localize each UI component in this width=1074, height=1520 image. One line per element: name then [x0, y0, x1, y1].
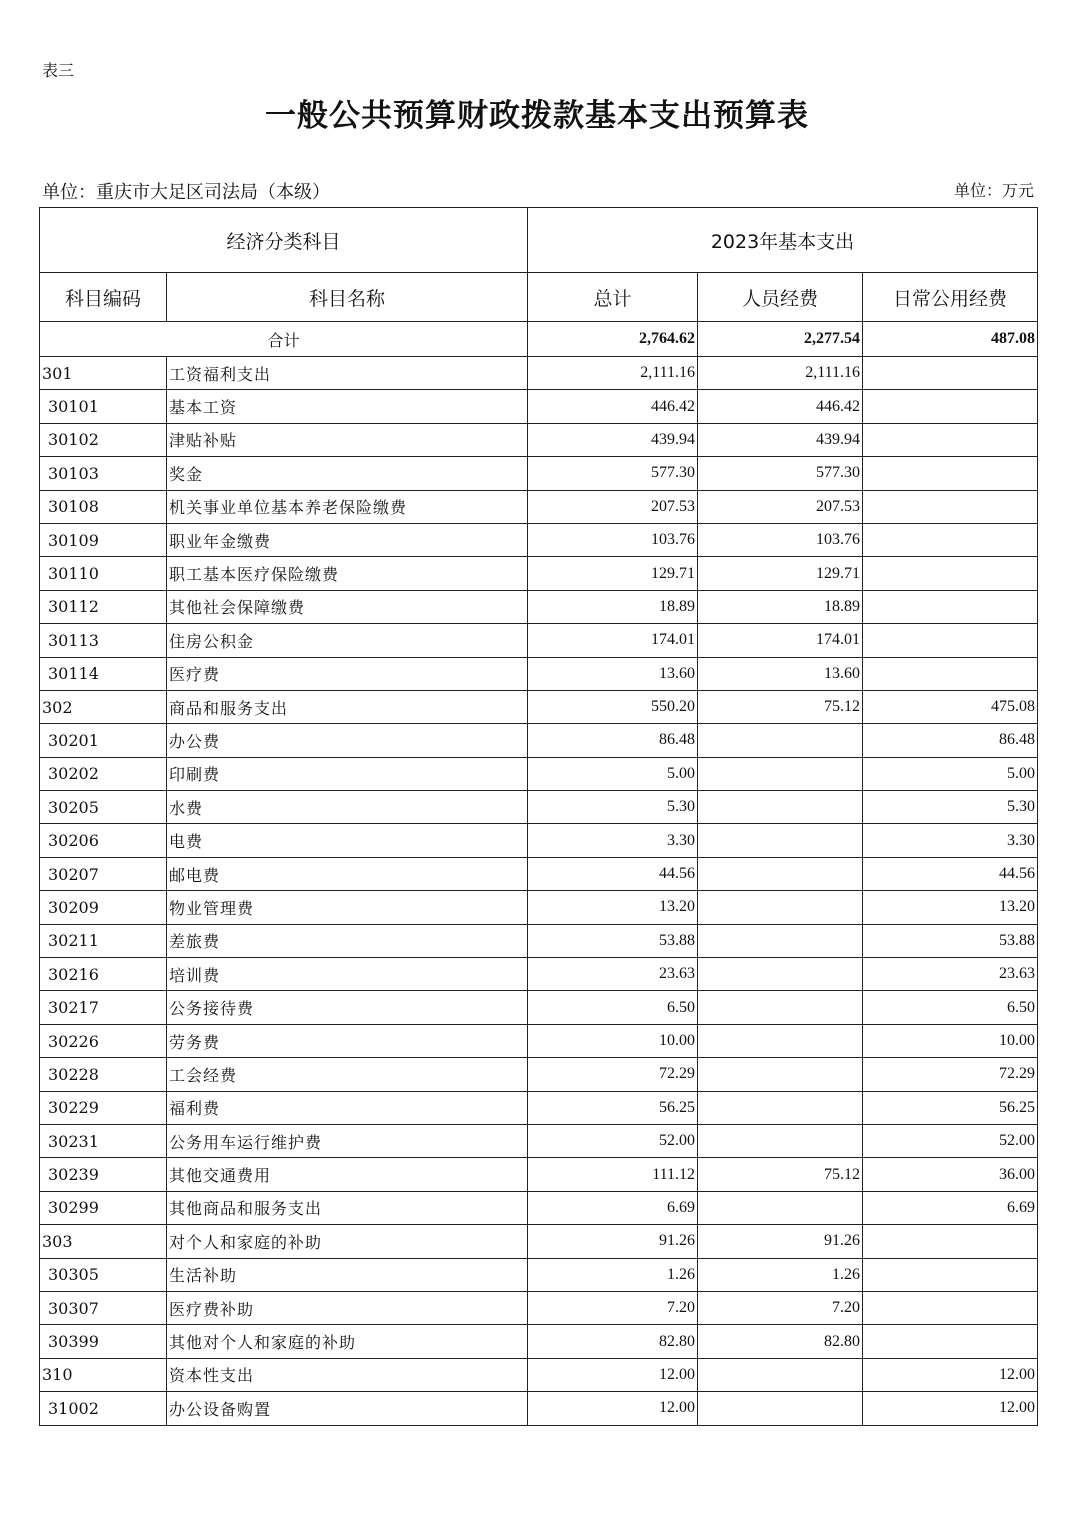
table-row [40, 657, 1038, 690]
cell-personnel: 103.76 [698, 523, 863, 556]
cell-code: 30108 [40, 490, 167, 523]
cell-public [863, 423, 1038, 456]
table-row [40, 958, 1038, 991]
cell-name: 工资福利支出 [167, 357, 528, 390]
cell-total: 2,111.16 [528, 357, 698, 390]
table-row [40, 690, 1038, 723]
cell-public: 56.25 [863, 1091, 1038, 1124]
cell-public [863, 1258, 1038, 1291]
cell-code: 30217 [40, 991, 167, 1024]
cell-code: 30211 [40, 924, 167, 957]
cell-public: 12.00 [863, 1358, 1038, 1391]
cell-personnel: 18.89 [698, 590, 863, 623]
table-row [40, 924, 1038, 957]
table-row [40, 791, 1038, 824]
cell-total: 6.69 [528, 1191, 698, 1224]
table-row [40, 1024, 1038, 1057]
cell-code: 30231 [40, 1124, 167, 1157]
cell-total: 550.20 [528, 690, 698, 723]
cell-name: 生活补助 [167, 1258, 528, 1291]
table-row [40, 624, 1038, 657]
cell-total: 12.00 [528, 1392, 698, 1425]
cell-public [863, 657, 1038, 690]
cell-name: 津贴补贴 [167, 423, 528, 456]
cell-code: 30307 [40, 1291, 167, 1324]
cell-public [863, 523, 1038, 556]
cell-name: 奖金 [167, 457, 528, 490]
cell-name: 职业年金缴费 [167, 523, 528, 556]
table-row [40, 757, 1038, 790]
table-row [40, 457, 1038, 490]
table-row [40, 824, 1038, 857]
cell-total: 3.30 [528, 824, 698, 857]
cell-total: 129.71 [528, 557, 698, 590]
cell-code: 30114 [40, 657, 167, 690]
table-row [40, 1225, 1038, 1258]
cell-total: 72.29 [528, 1058, 698, 1091]
cell-personnel [698, 1392, 863, 1425]
cell-personnel [698, 958, 863, 991]
cell-public: 12.00 [863, 1392, 1038, 1425]
cell-public [863, 1291, 1038, 1324]
cell-public: 6.50 [863, 991, 1038, 1024]
table-row [40, 490, 1038, 523]
page-title: 一般公共预算财政拨款基本支出预算表 [265, 98, 809, 134]
table-row [40, 1191, 1038, 1224]
table-row [40, 1358, 1038, 1391]
cell-personnel [698, 724, 863, 757]
cell-code: 30216 [40, 958, 167, 991]
table-row [40, 724, 1038, 757]
cell-personnel: 7.20 [698, 1291, 863, 1324]
cell-total: 5.30 [528, 791, 698, 824]
cell-public: 13.20 [863, 891, 1038, 924]
cell-personnel [698, 791, 863, 824]
cell-name: 商品和服务支出 [167, 690, 528, 723]
cell-total: 174.01 [528, 624, 698, 657]
cell-total: 13.20 [528, 891, 698, 924]
cell-public: 3.30 [863, 824, 1038, 857]
cell-code: 30305 [40, 1258, 167, 1291]
cell-personnel: 174.01 [698, 624, 863, 657]
table-row [40, 357, 1038, 390]
cell-total: 23.63 [528, 958, 698, 991]
table-row [40, 1058, 1038, 1091]
cell-personnel [698, 1124, 863, 1157]
cell-total: 446.42 [528, 390, 698, 423]
cell-name: 基本工资 [167, 390, 528, 423]
cell-public [863, 390, 1038, 423]
table-row [40, 523, 1038, 556]
cell-public [863, 357, 1038, 390]
cell-public: 44.56 [863, 857, 1038, 890]
cell-code: 30239 [40, 1158, 167, 1191]
cell-name: 福利费 [167, 1091, 528, 1124]
cell-code: 30201 [40, 724, 167, 757]
cell-name: 办公费 [167, 724, 528, 757]
cell-personnel [698, 1358, 863, 1391]
cell-code: 30229 [40, 1091, 167, 1124]
cell-personnel: 1.26 [698, 1258, 863, 1291]
cell-public: 53.88 [863, 924, 1038, 957]
cell-total: 1.26 [528, 1258, 698, 1291]
cell-name: 医疗费 [167, 657, 528, 690]
cell-name: 邮电费 [167, 857, 528, 890]
cell-code: 30102 [40, 423, 167, 456]
table-row [40, 857, 1038, 890]
header-personnel: 人员经费 [698, 273, 863, 322]
cell-personnel: 577.30 [698, 457, 863, 490]
table-row [40, 1325, 1038, 1358]
cell-code: 30112 [40, 590, 167, 623]
cell-personnel [698, 824, 863, 857]
cell-public: 52.00 [863, 1124, 1038, 1157]
total-public: 487.08 [863, 322, 1038, 357]
cell-code: 30109 [40, 523, 167, 556]
cell-total: 577.30 [528, 457, 698, 490]
cell-name: 差旅费 [167, 924, 528, 957]
cell-total: 82.80 [528, 1325, 698, 1358]
cell-public: 5.30 [863, 791, 1038, 824]
cell-total: 10.00 [528, 1024, 698, 1057]
cell-name: 公务接待费 [167, 991, 528, 1024]
table-row [40, 557, 1038, 590]
cell-name: 物业管理费 [167, 891, 528, 924]
cell-total: 5.00 [528, 757, 698, 790]
cell-code: 30110 [40, 557, 167, 590]
header-row-group [40, 208, 1038, 273]
cell-name: 印刷费 [167, 757, 528, 790]
cell-personnel [698, 1091, 863, 1124]
cell-personnel: 439.94 [698, 423, 863, 456]
cell-code: 30299 [40, 1191, 167, 1224]
cell-personnel [698, 924, 863, 957]
cell-code: 30209 [40, 891, 167, 924]
cell-public [863, 590, 1038, 623]
table-row [40, 891, 1038, 924]
cell-name: 公务用车运行维护费 [167, 1124, 528, 1157]
cell-code: 30399 [40, 1325, 167, 1358]
cell-personnel [698, 857, 863, 890]
cell-name: 其他交通费用 [167, 1158, 528, 1191]
table-row [40, 1091, 1038, 1124]
table-row [40, 1291, 1038, 1324]
cell-name: 医疗费补助 [167, 1291, 528, 1324]
cell-personnel [698, 891, 863, 924]
header-name: 科目名称 [167, 273, 528, 322]
table-row [40, 423, 1038, 456]
cell-code: 30228 [40, 1058, 167, 1091]
table-row [40, 1258, 1038, 1291]
cell-public [863, 1325, 1038, 1358]
cell-code: 30207 [40, 857, 167, 890]
total-total: 2,764.62 [528, 322, 698, 357]
cell-personnel: 91.26 [698, 1225, 863, 1258]
cell-total: 12.00 [528, 1358, 698, 1391]
table-row [40, 991, 1038, 1024]
cell-name: 机关事业单位基本养老保险缴费 [167, 490, 528, 523]
total-row [40, 322, 1038, 357]
cell-public: 475.08 [863, 690, 1038, 723]
cell-code: 30103 [40, 457, 167, 490]
cell-personnel [698, 991, 863, 1024]
table-row [40, 1124, 1038, 1157]
cell-total: 53.88 [528, 924, 698, 957]
cell-name: 劳务费 [167, 1024, 528, 1057]
total-label: 合计 [40, 322, 528, 357]
cell-total: 52.00 [528, 1124, 698, 1157]
cell-code: 310 [40, 1358, 167, 1391]
header-basic-expenditure: 2023年基本支出 [528, 208, 1038, 273]
cell-name: 其他社会保障缴费 [167, 590, 528, 623]
header-row-columns [40, 273, 1038, 322]
cell-name: 对个人和家庭的补助 [167, 1225, 528, 1258]
cell-name: 办公设备购置 [167, 1392, 528, 1425]
cell-total: 18.89 [528, 590, 698, 623]
cell-public: 36.00 [863, 1158, 1038, 1191]
cell-public [863, 490, 1038, 523]
cell-total: 7.20 [528, 1291, 698, 1324]
cell-name: 工会经费 [167, 1058, 528, 1091]
cell-total: 86.48 [528, 724, 698, 757]
table-row [40, 590, 1038, 623]
cell-code: 30226 [40, 1024, 167, 1057]
cell-name: 培训费 [167, 958, 528, 991]
cell-public: 72.29 [863, 1058, 1038, 1091]
cell-public [863, 557, 1038, 590]
cell-total: 111.12 [528, 1158, 698, 1191]
cell-code: 303 [40, 1225, 167, 1258]
cell-public [863, 1225, 1038, 1258]
cell-public: 23.63 [863, 958, 1038, 991]
cell-public: 6.69 [863, 1191, 1038, 1224]
cell-total: 56.25 [528, 1091, 698, 1124]
header-total: 总计 [528, 273, 698, 322]
cell-total: 44.56 [528, 857, 698, 890]
cell-code: 30206 [40, 824, 167, 857]
cell-total: 439.94 [528, 423, 698, 456]
header-code: 科目编码 [40, 273, 167, 322]
cell-total: 6.50 [528, 991, 698, 1024]
cell-name: 其他商品和服务支出 [167, 1191, 528, 1224]
cell-total: 91.26 [528, 1225, 698, 1258]
unit-organization: 单位：重庆市大足区司法局（本级） [42, 182, 330, 203]
cell-public: 10.00 [863, 1024, 1038, 1057]
header-economic-category: 经济分类科目 [40, 208, 528, 273]
cell-public [863, 624, 1038, 657]
cell-name: 住房公积金 [167, 624, 528, 657]
cell-code: 301 [40, 357, 167, 390]
cell-personnel [698, 1058, 863, 1091]
cell-code: 30205 [40, 791, 167, 824]
unit-currency: 单位：万元 [953, 181, 1034, 200]
cell-total: 103.76 [528, 523, 698, 556]
cell-personnel: 129.71 [698, 557, 863, 590]
header-public: 日常公用经费 [863, 273, 1038, 322]
cell-public [863, 457, 1038, 490]
cell-code: 30113 [40, 624, 167, 657]
cell-personnel: 75.12 [698, 690, 863, 723]
table-row [40, 1158, 1038, 1191]
cell-code: 302 [40, 690, 167, 723]
cell-total: 207.53 [528, 490, 698, 523]
cell-public: 5.00 [863, 757, 1038, 790]
cell-personnel: 207.53 [698, 490, 863, 523]
table-row [40, 1392, 1038, 1425]
cell-personnel: 2,111.16 [698, 357, 863, 390]
cell-public: 86.48 [863, 724, 1038, 757]
cell-personnel [698, 1024, 863, 1057]
cell-name: 电费 [167, 824, 528, 857]
cell-name: 职工基本医疗保险缴费 [167, 557, 528, 590]
cell-name: 资本性支出 [167, 1358, 528, 1391]
table-row [40, 390, 1038, 423]
table-number-label: 表三 [42, 61, 75, 80]
cell-name: 其他对个人和家庭的补助 [167, 1325, 528, 1358]
cell-code: 30101 [40, 390, 167, 423]
cell-personnel: 13.60 [698, 657, 863, 690]
cell-code: 31002 [40, 1392, 167, 1425]
cell-personnel [698, 757, 863, 790]
cell-personnel: 446.42 [698, 390, 863, 423]
cell-personnel [698, 1191, 863, 1224]
cell-name: 水费 [167, 791, 528, 824]
budget-table [39, 207, 1038, 1426]
cell-code: 30202 [40, 757, 167, 790]
total-personnel: 2,277.54 [698, 322, 863, 357]
cell-personnel: 82.80 [698, 1325, 863, 1358]
cell-total: 13.60 [528, 657, 698, 690]
cell-personnel: 75.12 [698, 1158, 863, 1191]
